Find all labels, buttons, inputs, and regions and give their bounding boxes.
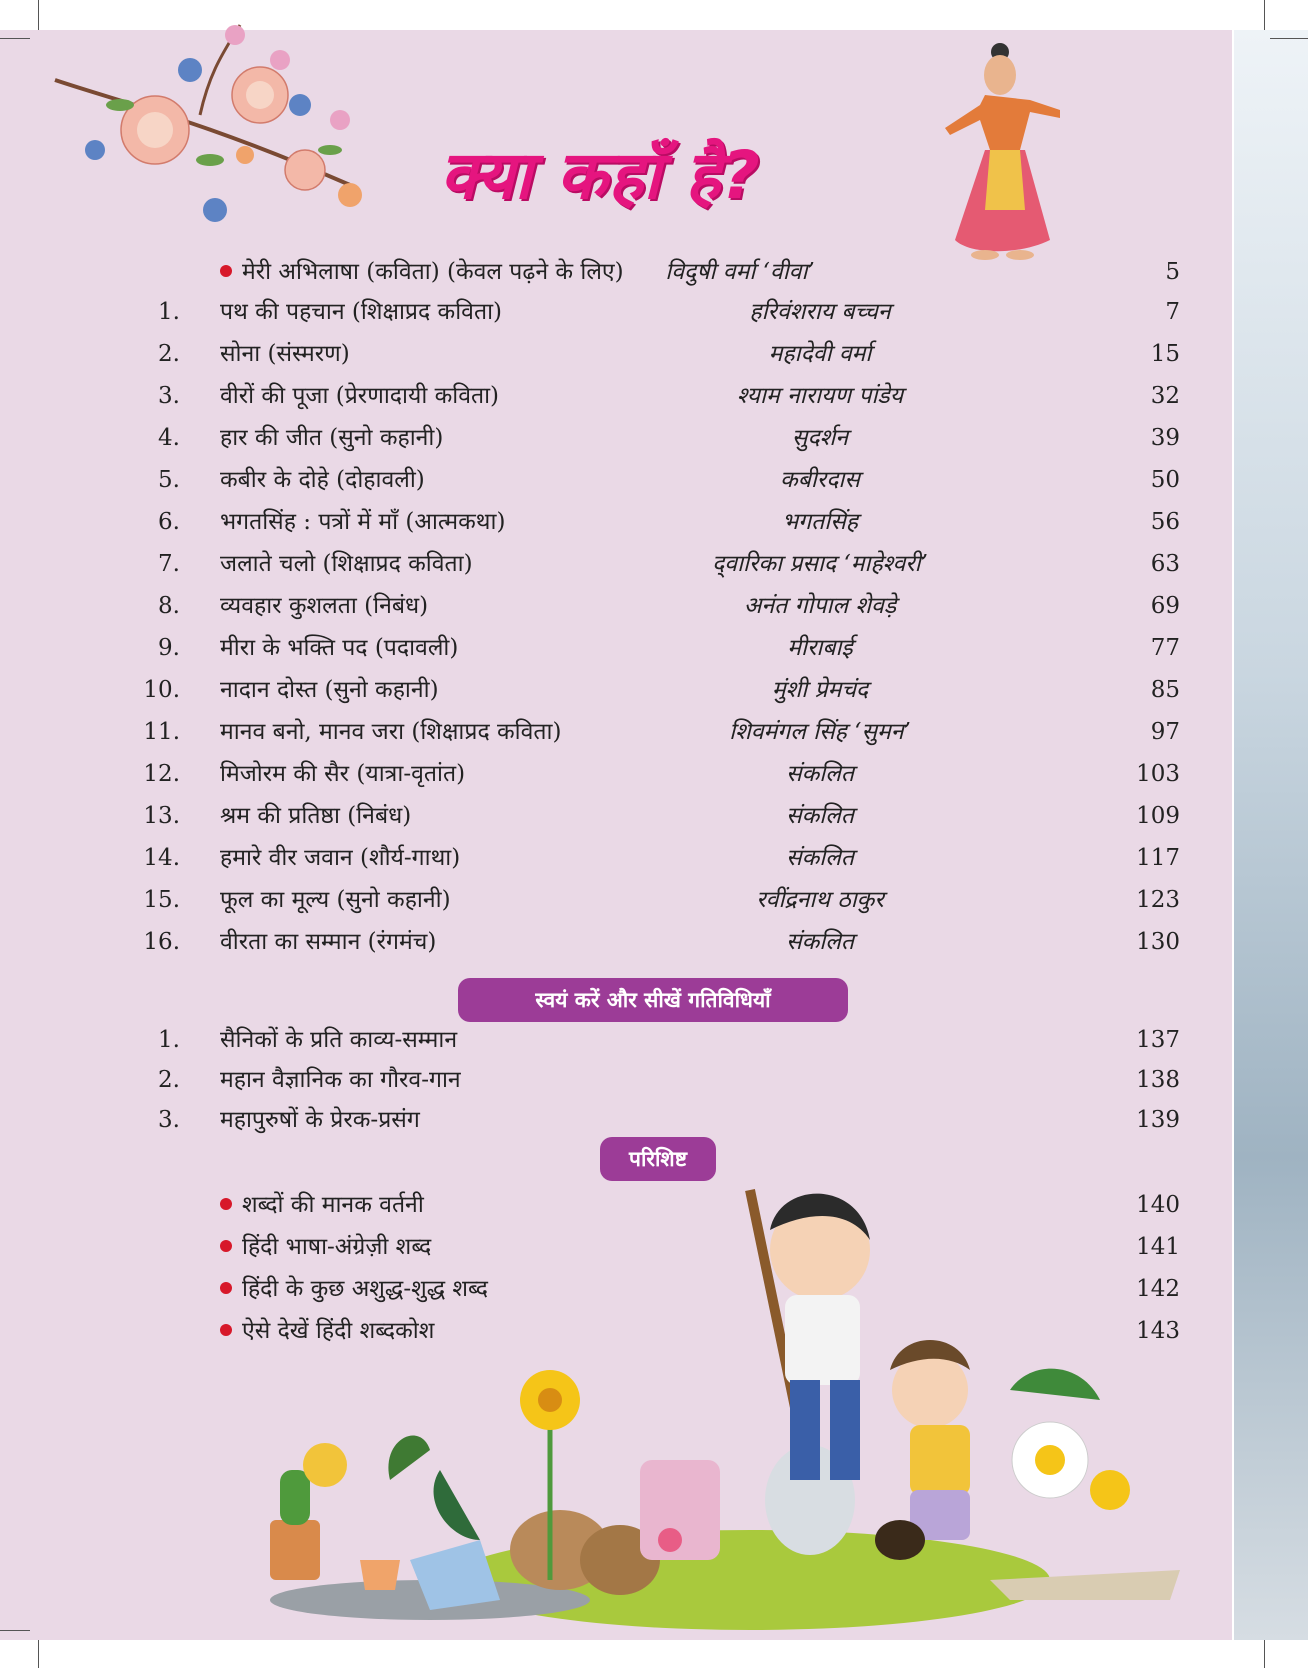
toc-page: 63 [1150,551,1180,577]
toc-page: 56 [1150,509,1180,535]
toc-number: 13. [143,803,180,829]
appendix-heading: परिशिष्ट [600,1137,716,1181]
toc-number: 15. [143,887,180,913]
toc-title: जलाते चलो (शिक्षाप्रद कविता) [220,551,473,577]
toc-row [0,838,1232,878]
toc-author: मीराबाई [787,635,853,661]
toc-title: हार की जीत (सुनो कहानी) [220,425,444,451]
toc-page: 109 [1136,803,1180,829]
appendix-page: 141 [1136,1234,1180,1260]
toc-row [0,670,1232,710]
crop-mark [38,1640,39,1668]
toc-page: 130 [1136,929,1180,955]
toc-number: 1. [158,299,180,325]
toc-author: महादेवी वर्मा [768,341,872,367]
appendix-page: 140 [1136,1192,1180,1218]
toc-row [0,376,1232,416]
toc-number: 5. [158,467,180,493]
activity-page: 139 [1136,1107,1180,1133]
toc-row [0,880,1232,920]
toc-number: 12. [143,761,180,787]
toc-number: 9. [158,635,180,661]
toc-title: पथ की पहचान (शिक्षाप्रद कविता) [220,299,502,325]
toc-page: 39 [1150,425,1180,451]
toc-intro-page: 5 [1165,259,1180,285]
activity-page: 137 [1136,1027,1180,1053]
toc-author: मुंशी प्रेमचंद [771,677,869,703]
toc-page: 69 [1150,593,1180,619]
crop-mark [1270,38,1308,39]
toc-page: 15 [1150,341,1180,367]
crop-mark [0,1630,30,1631]
toc-page: 117 [1136,845,1180,871]
toc-title: नादान दोस्त (सुनो कहानी) [220,677,439,703]
activity-row [0,1060,1232,1100]
toc-row [0,418,1232,458]
toc-number: 14. [143,845,180,871]
toc-row [0,586,1232,626]
toc-page: 85 [1150,677,1180,703]
appendix-page: 142 [1136,1276,1180,1302]
crop-mark [1264,0,1265,30]
toc-title: श्रम की प्रतिष्ठा (निबंध) [220,803,412,829]
appendix-title-text: हिंदी भाषा-अंग्रेज़ी शब्द [242,1234,432,1260]
toc-title: मिजोरम की सैर (यात्रा-वृतांत) [220,761,466,787]
appendix-page: 143 [1136,1318,1180,1344]
activity-title: सैनिकों के प्रति काव्य-सम्मान [220,1027,458,1053]
toc-author: संकलित [786,929,854,955]
dancer-illustration [930,40,1090,270]
toc-row [0,460,1232,500]
toc-page: 7 [1165,299,1180,325]
red-bullet-icon [220,1324,232,1336]
toc-row [0,922,1232,962]
toc-number: 10. [143,677,180,703]
toc-row [0,628,1232,668]
toc-title: फूल का मूल्य (सुनो कहानी) [220,887,451,913]
toc-page: 50 [1150,467,1180,493]
toc-title: व्यवहार कुशलता (निबंध) [220,593,429,619]
toc-author: सुदर्शन [791,425,849,451]
red-bullet-icon [220,265,232,277]
toc-title: मीरा के भक्ति पद (पदावली) [220,635,459,661]
page-title: क्या कहाँ है? [440,137,761,214]
toc-intro-author: विदुषी वर्मा ‘वीवा’ [665,259,815,285]
toc-page: 123 [1136,887,1180,913]
activity-title: महान वैज्ञानिक का गौरव-गान [220,1067,461,1093]
toc-page: 103 [1136,761,1180,787]
crop-mark [38,0,39,30]
toc-intro-row [0,252,1232,292]
crop-mark [0,38,30,39]
toc-row [0,712,1232,752]
toc-author: संकलित [786,761,854,787]
toc-number: 2. [158,341,180,367]
red-bullet-icon [220,1282,232,1294]
toc-number: 16. [143,929,180,955]
activity-row [0,1100,1232,1140]
activity-title: महापुरुषों के प्रेरक-प्रसंग [220,1107,420,1133]
toc-author: अनंत गोपाल शेवड़े [743,593,897,619]
toc-page: 77 [1150,635,1180,661]
toc-row [0,796,1232,836]
activity-number: 3. [158,1107,180,1133]
crop-mark [1264,1640,1265,1668]
red-bullet-icon [220,1198,232,1210]
activity-number: 1. [158,1027,180,1053]
toc-author: हरिवंशराय बच्चन [749,299,891,325]
activities-heading: स्वयं करें और सीखें गतिविधियाँ [458,978,848,1022]
toc-title: कबीर के दोहे (दोहावली) [220,467,425,493]
toc-number: 3. [158,383,180,409]
toc-row [0,334,1232,374]
toc-author: रवींद्रनाथ ठाकुर [756,887,884,913]
toc-author: संकलित [786,845,854,871]
toc-row [0,544,1232,584]
appendix-title-text: हिंदी के कुछ अशुद्ध-शुद्ध शब्द [242,1276,488,1302]
next-page-edge [1234,30,1308,1640]
toc-number: 8. [158,593,180,619]
appendix-title-text: शब्दों की मानक वर्तनी [242,1192,424,1218]
toc-number: 7. [158,551,180,577]
toc-author: भगतसिंह [782,509,858,535]
kids-gardening-illustration [250,1160,1210,1630]
toc-author: शिवमंगल सिंह ‘सुमन’ [729,719,911,745]
toc-title: हमारे वीर जवान (शौर्य-गाथा) [220,845,461,871]
toc-number: 4. [158,425,180,451]
flower-branch-illustration [50,10,380,240]
toc-title: सोना (संस्मरण) [220,341,350,367]
toc-row [0,502,1232,542]
toc-number: 6. [158,509,180,535]
toc-author: श्याम नारायण पांडेय [736,383,904,409]
toc-row [0,292,1232,332]
toc-row [0,754,1232,794]
activity-number: 2. [158,1067,180,1093]
toc-author: कबीरदास [780,467,860,493]
toc-title: वीरों की पूजा (प्रेरणादायी कविता) [220,383,500,409]
toc-title: भगतसिंह : पत्रों में माँ (आत्मकथा) [220,509,506,535]
toc-intro-title: मेरी अभिलाषा (कविता) (केवल पढ़ने के लिए) [220,252,624,292]
toc-author: द्‌वारिका प्रसाद ‘माहेश्वरी’ [712,551,928,577]
toc-author: संकलित [786,803,854,829]
toc-number: 11. [143,719,180,745]
toc-page: 97 [1150,719,1180,745]
activity-row [0,1020,1232,1060]
toc-title: मानव बनो, मानव जरा (शिक्षाप्रद कविता) [220,719,562,745]
red-bullet-icon [220,1240,232,1252]
toc-page: 32 [1150,383,1180,409]
appendix-title-text: ऐसे देखें हिंदी शब्दकोश [242,1318,435,1344]
activity-page: 138 [1136,1067,1180,1093]
toc-title: वीरता का सम्मान (रंगमंच) [220,929,437,955]
